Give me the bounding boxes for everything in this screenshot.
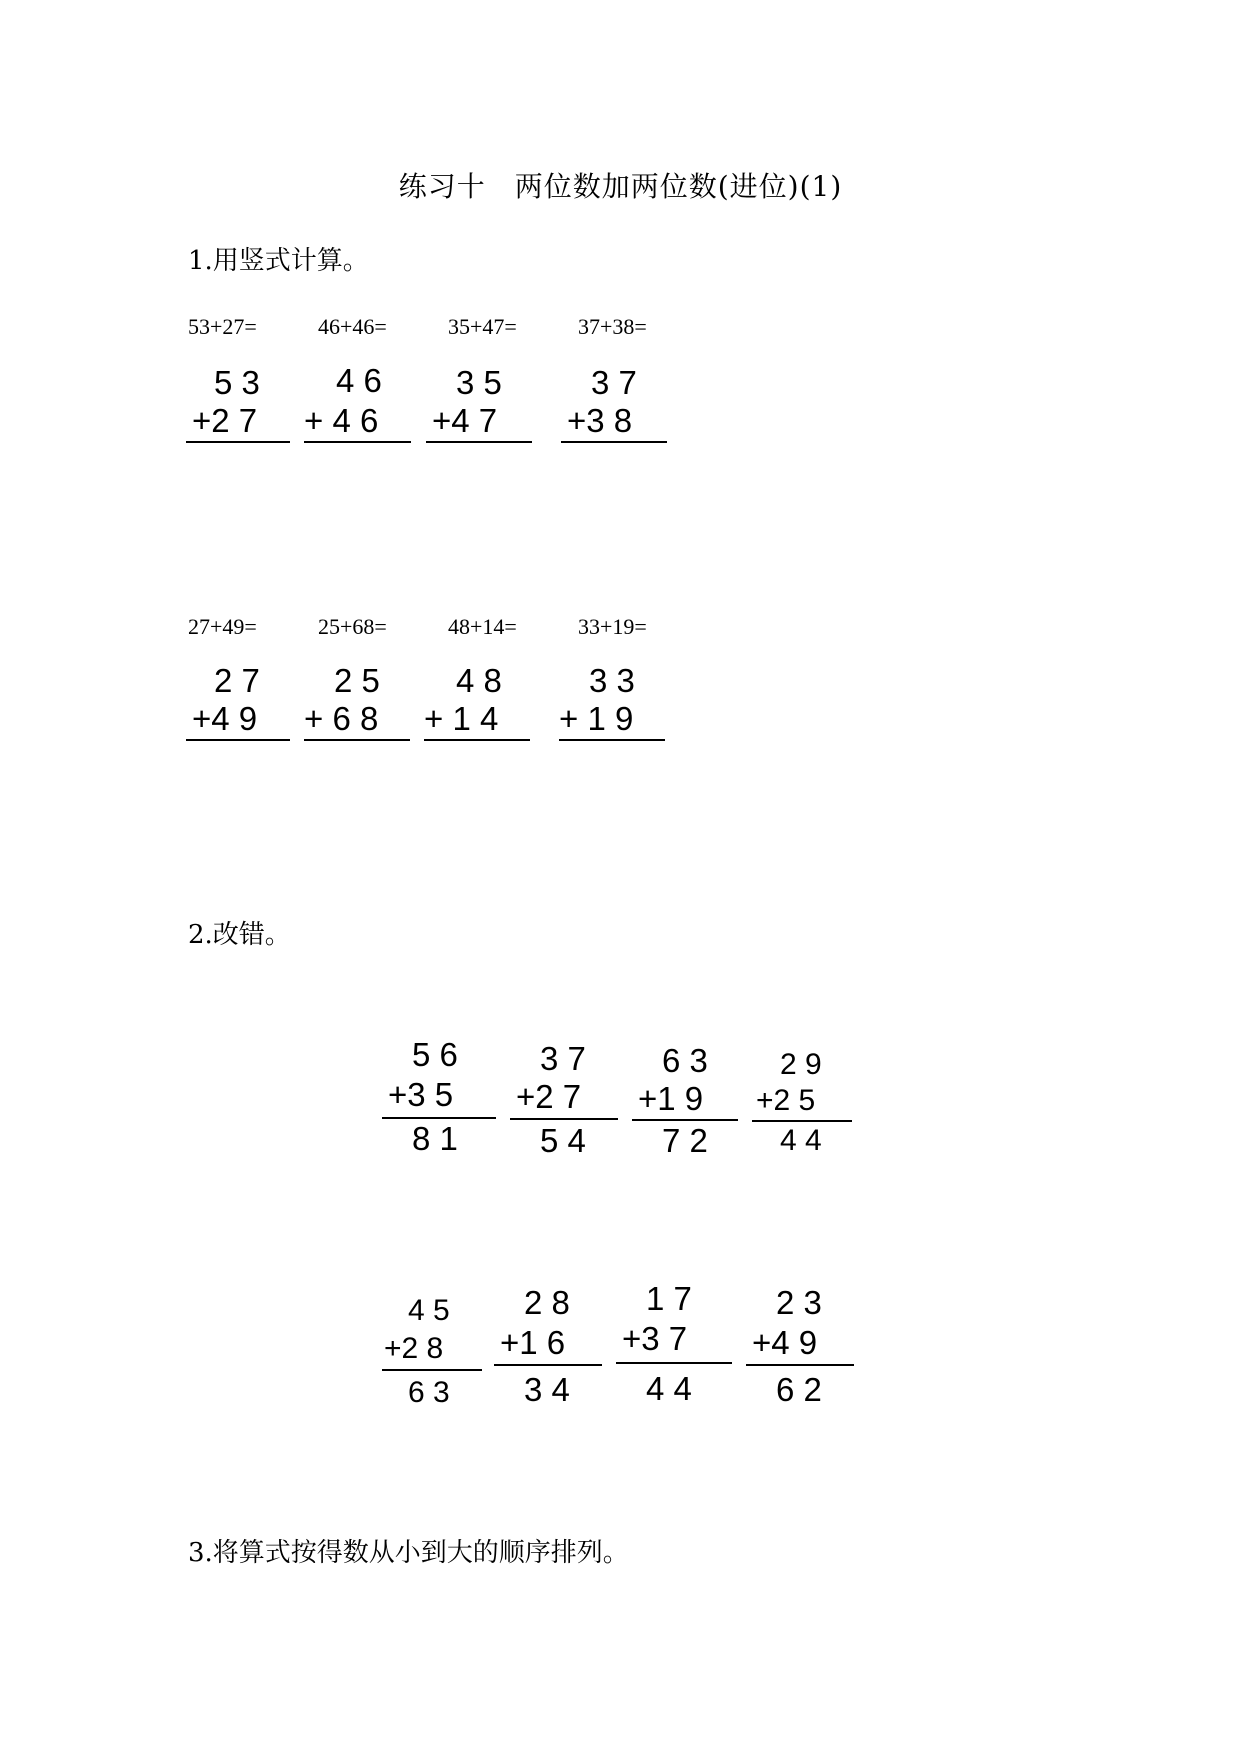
sum-line [559,739,665,741]
calc-bottom: +3 8 [567,402,633,439]
calc-bottom: +3 5 [388,1076,454,1113]
calc-bottom: +4 9 [752,1324,818,1361]
calc-top: 3 5 [456,364,502,401]
vertical-calc-2 [304,362,411,444]
calc-top: 5 6 [412,1036,458,1073]
sum-line [510,1118,618,1120]
calc-result: 6 2 [776,1371,822,1408]
sum-line [304,739,410,741]
section-1-heading: 1.用竖式计算。 [188,246,369,276]
calc-result: 6 3 [408,1376,450,1409]
vertical-calc-5 [186,662,290,742]
calc-top: 2 7 [214,662,260,699]
calc-bottom: +3 7 [622,1320,688,1357]
calc-bottom: + 1 4 [424,700,499,737]
calc-result: 4 4 [780,1124,822,1157]
section-3-heading: 3.将算式按得数从小到大的顺序排列。 [188,1538,629,1568]
calc-bottom: +2 5 [756,1084,816,1117]
calc-bottom: + 1 9 [559,700,634,737]
equation-1: 53+27= [188,314,257,339]
error-calc-7 [616,1280,732,1412]
calc-top: 2 5 [334,662,380,699]
calc-bottom: + 4 6 [304,402,379,439]
section-2-heading: 2.改错。 [188,920,291,950]
sum-line [632,1119,738,1121]
calc-top: 4 8 [456,662,502,699]
calc-bottom: +4 9 [192,700,258,737]
error-calc-8 [746,1284,854,1412]
calc-top: 4 5 [408,1294,450,1327]
sum-line [426,441,532,443]
calc-top: 2 9 [780,1048,822,1081]
calc-top: 3 7 [591,364,637,401]
error-calc-1 [382,1036,496,1156]
sum-line [424,739,530,741]
calc-result: 7 2 [662,1122,708,1159]
sum-line [746,1364,854,1366]
calc-bottom: +4 7 [432,402,498,439]
calc-bottom: + 6 8 [304,700,379,737]
equation-7: 48+14= [448,614,517,639]
error-calc-3 [632,1042,738,1158]
calc-top: 3 3 [589,662,635,699]
calc-result: 4 4 [646,1370,692,1407]
sum-line [304,441,411,443]
sum-line [186,441,290,443]
calc-result: 3 4 [524,1371,570,1408]
page-title: 练习十 两位数加两位数(进位)(1) [398,170,843,203]
vertical-calc-8 [559,662,665,742]
sum-line [382,1369,482,1371]
sum-line [561,441,667,443]
error-calc-4 [752,1046,852,1158]
calc-result: 5 4 [540,1122,586,1159]
calc-bottom: +2 7 [516,1078,582,1115]
calc-top: 4 6 [336,362,382,399]
error-calc-2 [510,1040,618,1158]
vertical-calc-4 [561,364,667,444]
calc-top: 1 7 [646,1280,692,1317]
calc-bottom: +1 9 [638,1080,704,1117]
calc-bottom: +2 7 [192,402,258,439]
equation-6: 25+68= [318,614,387,639]
equation-3: 35+47= [448,314,517,339]
calc-top: 5 3 [214,364,260,401]
calc-result: 8 1 [412,1120,458,1157]
vertical-calc-1 [186,364,290,444]
calc-top: 3 7 [540,1040,586,1077]
calc-top: 2 8 [524,1284,570,1321]
sum-line [382,1117,496,1119]
vertical-calc-7 [424,662,530,742]
sum-line [616,1362,732,1364]
sum-line [494,1364,602,1366]
error-calc-5 [382,1292,482,1412]
calc-bottom: +1 6 [500,1324,566,1361]
equation-2: 46+46= [318,314,387,339]
equation-8: 33+19= [578,614,647,639]
calc-top: 6 3 [662,1042,708,1079]
calc-bottom: +2 8 [384,1332,444,1365]
equation-5: 27+49= [188,614,257,639]
sum-line [186,739,290,741]
calc-top: 2 3 [776,1284,822,1321]
vertical-calc-6 [304,662,410,742]
error-calc-6 [494,1284,602,1412]
vertical-calc-3 [426,364,532,444]
equation-4: 37+38= [578,314,647,339]
